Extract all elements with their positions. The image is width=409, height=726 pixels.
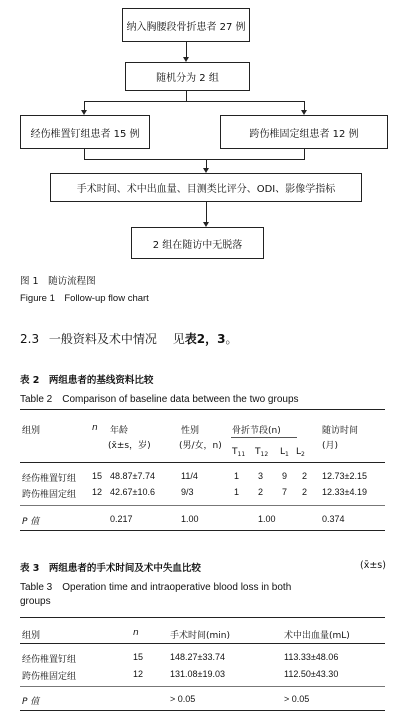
table2-caption-cn: 表 2 两组患者的基线资料比较 [20, 375, 154, 386]
cell-n: 12 [92, 487, 103, 497]
cell-t11: 1 [234, 487, 240, 497]
table-rule-mid [20, 643, 385, 644]
flow-connector [206, 202, 207, 223]
cell-followup: 12.73±2.15 [322, 471, 367, 481]
section-ref-suffix: 。 [225, 332, 238, 346]
cell-t11: 1 [234, 471, 240, 481]
table-rule-p [20, 505, 385, 506]
cell-l1: 7 [282, 487, 288, 497]
table3-caption-en-line2: groups [20, 596, 51, 607]
header-t12: $T_{12}$ [255, 447, 269, 458]
cell-p-label: P 值 [22, 517, 40, 527]
flow-connector [186, 42, 187, 58]
table2-caption-en: Table 2 Comparison of baseline data between the two groups [20, 394, 299, 405]
flow-connector [84, 149, 85, 159]
table-rule-bottom [20, 530, 385, 531]
cell-group: 经伤椎置钉组 [22, 474, 77, 484]
table-rule-top [20, 409, 385, 410]
header-n: n [92, 423, 98, 433]
cell-blood: 112.50±43.30 [284, 669, 339, 679]
cell-blood: 113.33±48.06 [284, 652, 339, 662]
flow-connector [84, 159, 305, 160]
cell-l1: 9 [282, 471, 288, 481]
header-l2: $L_2$ [296, 447, 305, 458]
header-l1: $L_1$ [280, 447, 289, 458]
cell-sex: 11/4 [181, 471, 198, 481]
cell-t12: 2 [258, 487, 264, 497]
flow-box-outcomes: 手术时间、术中出血量、目测类比评分、ODI、影像学指标 [50, 173, 362, 202]
cell-time: 148.27±33.74 [170, 652, 225, 662]
flow-connector [186, 91, 187, 101]
header-n: n [133, 628, 139, 638]
flow-box-enrollment: 纳入胸腰段骨折患者 27 例 [122, 8, 250, 42]
header-t11: $T_{11}$ [232, 447, 246, 458]
cell-l2: 2 [302, 471, 308, 481]
figure-caption-en: Figure 1 Follow-up flow chart [20, 293, 149, 304]
cell-p-time: > 0.05 [170, 694, 196, 704]
table3-unit: (x̄±s) [360, 560, 386, 571]
flow-box-followup: 2 组在随访中无脱落 [131, 227, 264, 259]
header-sex: 性别 [181, 426, 200, 436]
header-followup-unit: (月) [322, 441, 339, 451]
flow-box-group-a: 经伤椎置钉组患者 15 例 [20, 115, 150, 149]
cell-time: 131.08±19.03 [170, 669, 225, 679]
header-group: 组别 [22, 631, 41, 641]
cell-followup: 12.33±4.19 [322, 487, 367, 497]
section-title: 一般资料及术中情况 [48, 332, 157, 346]
cell-p-age: 0.217 [110, 514, 133, 524]
cell-p-label: P 值 [22, 697, 40, 707]
cell-p-fracture: 1.00 [258, 514, 276, 524]
cell-n: 15 [92, 471, 103, 481]
table-rule-top [20, 617, 385, 618]
table-rule-bottom [20, 710, 385, 711]
header-blood: 术中出血量(mL) [284, 631, 350, 641]
cell-group: 跨伤椎固定组 [22, 490, 77, 500]
table-rule-p [20, 686, 385, 687]
flow-connector [304, 149, 305, 159]
flow-box-randomization: 随机分为 2 组 [125, 62, 250, 91]
header-time: 手术时间(min) [170, 631, 230, 641]
section-ref: 表2，3 [184, 332, 226, 346]
cell-age: 42.67±10.6 [110, 487, 155, 497]
figure-caption-cn: 图 1 随访流程图 [20, 276, 96, 287]
header-group: 组别 [22, 426, 41, 436]
header-age: 年龄 [110, 426, 129, 436]
section-heading [20, 330, 238, 347]
cell-age: 48.87±7.74 [110, 471, 155, 481]
cell-n: 15 [133, 652, 144, 662]
table3-caption-cn: 表 3 两组患者的手术时间及术中失血比较 [20, 563, 201, 574]
header-sex-unit: (男/女，n) [179, 441, 222, 451]
header-followup: 随访时间 [322, 426, 359, 436]
table3-caption-en-line1: Table 3 Operation time and intraoperative blood loss in both [20, 582, 292, 593]
flow-connector [84, 101, 304, 102]
cell-n: 12 [133, 669, 144, 679]
cell-group: 经伤椎置钉组 [22, 655, 77, 665]
flow-box-group-b: 跨伤椎固定组患者 12 例 [220, 115, 388, 149]
cell-l2: 2 [302, 487, 308, 497]
cell-p-sex: 1.00 [181, 514, 199, 524]
header-fracture: 骨折节段(n) [232, 426, 281, 436]
cell-sex: 9/3 [181, 487, 194, 497]
header-fracture-underline [231, 437, 297, 438]
table-rule-mid [20, 462, 385, 463]
cell-t12: 3 [258, 471, 264, 481]
section-number: 2.3 [20, 332, 40, 346]
cell-p-followup: 0.374 [322, 514, 345, 524]
section-ref-prefix: 见 [172, 332, 185, 346]
cell-p-blood: > 0.05 [284, 694, 310, 704]
header-age-unit: (x̄±s，岁) [108, 441, 151, 451]
cell-group: 跨伤椎固定组 [22, 672, 77, 682]
